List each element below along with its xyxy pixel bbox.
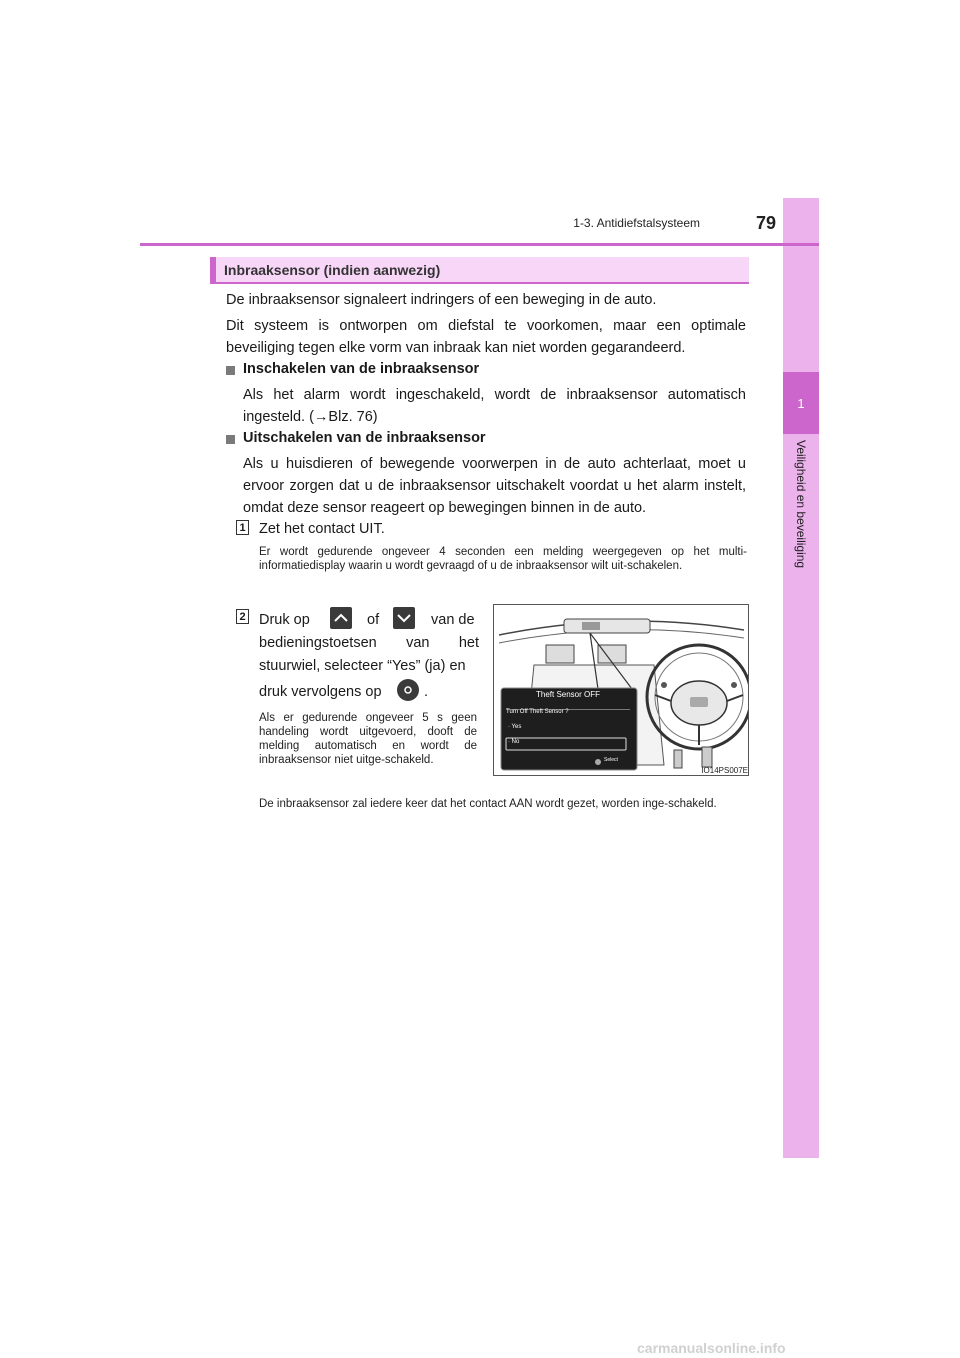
chapter-side-tab xyxy=(783,198,819,1158)
ok-button-icon xyxy=(397,679,419,701)
step1-note: Er wordt gedurende ongeveer 4 seconden een melding weergegeven op het multi-informatiedisplay waarin u wordt gevraagd of u de inbraaksensor wilt uit-schakelen. xyxy=(259,546,747,572)
step2-line-2: bedieningstoetsen van het xyxy=(259,635,479,651)
step2-text-van-de: van de xyxy=(431,612,475,628)
step1-text: Zet het contact UIT. xyxy=(259,521,385,537)
step2-text-or: of xyxy=(367,612,380,628)
display-select-label: Select xyxy=(604,757,618,763)
watermark: carmanualsonline.info xyxy=(637,1340,786,1356)
page-number: 79 xyxy=(755,213,776,233)
bullet-square xyxy=(226,435,235,444)
step2-line-4 xyxy=(259,676,479,704)
display-title: Theft Sensor OFF xyxy=(535,690,601,699)
disable-heading: Uitschakelen van de inbraaksensor xyxy=(243,430,486,446)
section-title-accent xyxy=(210,257,216,284)
up-key-icon xyxy=(330,607,352,629)
display-option-yes: · Yes xyxy=(508,724,522,730)
chapter-number: 1 xyxy=(797,395,805,411)
enable-text: Als het alarm wordt ingeschakeld, wordt de inbraaksensor automatisch ingesteld. (→Blz. 76) xyxy=(243,387,746,425)
step2-note: Als er gedurende ongeveer 5 s geen handeling wordt uitgevoerd, dooft de melding automatisch en wordt de inbraaksensor niet uitge-schakeld. xyxy=(259,712,477,766)
header-rule xyxy=(140,243,819,246)
header-section-title: 1-3. Antidiefstalsysteem xyxy=(573,216,700,230)
footer-note: De inbraaksensor zal iedere keer dat het contact AAN wordt gezet, worden inge-schakeld. xyxy=(259,798,717,810)
step-number-1: 1 xyxy=(236,520,249,535)
disable-text: Als u huisdieren of bewegende voorwerpen in de auto achterlaat, moet u ervoor zorgen dat u de inbraaksensor uitschakelt voordat u het alarm instelt, omdat deze sensor reageert op bewegingen binnen in de auto. xyxy=(243,456,746,516)
down-key-icon xyxy=(393,607,415,629)
bullet-square xyxy=(226,366,235,375)
chapter-title-vertical xyxy=(781,440,821,610)
step2-line-3: stuurwiel, selecteer “Yes” (ja) en xyxy=(259,658,466,674)
display-option-no: · No xyxy=(508,739,520,745)
illustration-code: IO14PS007E xyxy=(701,766,748,775)
step-number-2: 2 xyxy=(236,609,249,624)
step2-text-period: . xyxy=(424,684,429,700)
display-question: Turn Off Theft Sensor ? xyxy=(506,709,569,715)
enable-heading: Inschakelen van de inbraaksensor xyxy=(243,361,480,377)
step2-text-press: Druk op xyxy=(259,612,310,628)
section-title: Inbraaksensor (indien aanwezig) xyxy=(224,262,441,278)
intro-paragraph-2: Dit systeem is ontworpen om diefstal te voorkomen, maar een optimale beveiliging tegen elke vorm van inbraak kan niet worden gegarandeerd. xyxy=(226,318,746,356)
step2-text-then-press: druk vervolgens op xyxy=(259,684,382,700)
step2-line-1 xyxy=(259,604,479,634)
intro-paragraph-1: De inbraaksensor signaleert indringers of een beweging in de auto. xyxy=(226,292,657,308)
display-screen xyxy=(500,687,636,769)
chapter-title: Veiligheid en beveiliging xyxy=(794,440,808,569)
